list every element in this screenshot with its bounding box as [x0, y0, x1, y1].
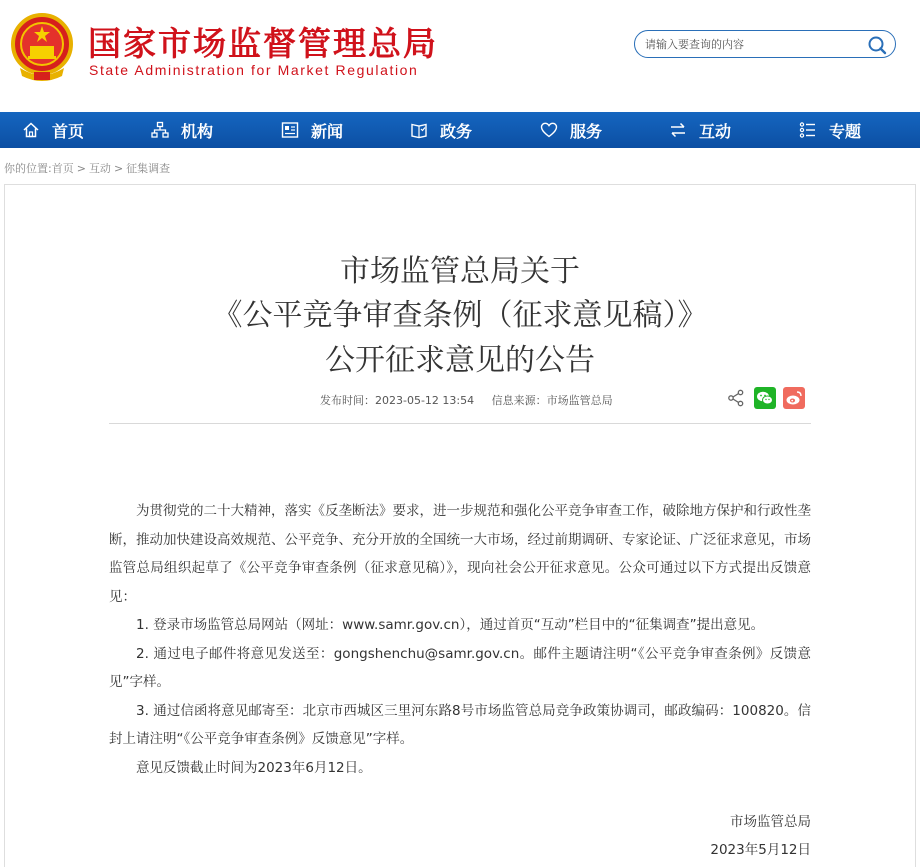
breadcrumb-prefix: 你的位置: — [4, 162, 52, 175]
site-header — [0, 0, 920, 112]
nav-label: 互动 — [699, 121, 732, 141]
info-source: 信息来源：市场监管总局 — [491, 394, 613, 407]
article-item-2: 2. 通过电子邮件将意见发送至：gongshenchu@samr.gov.cn。邮件主题请注明“《公平竞争审查条例》反馈意见”字样。 — [109, 645, 811, 690]
home-icon — [22, 121, 40, 139]
breadcrumb-survey[interactable]: 征集调查 — [126, 162, 171, 175]
exchange-icon — [669, 121, 687, 139]
main-nav — [0, 112, 920, 148]
nav-item-affairs[interactable] — [410, 112, 472, 148]
national-emblem-icon[interactable] — [10, 12, 74, 84]
book-icon — [410, 121, 428, 139]
article-item-1: 1. 登录市场监管总局网站（网址：www.samr.gov.cn），通过首页“互动”栏目中的“征集调查”提出意见。 — [136, 617, 765, 633]
article-body — [109, 497, 811, 782]
breadcrumb-interaction[interactable]: 互动 — [88, 162, 111, 175]
list-icon — [799, 121, 817, 139]
breadcrumb-separator: > — [113, 162, 124, 175]
nav-label: 专题 — [829, 121, 862, 141]
nav-label: 首页 — [52, 121, 85, 141]
site-name-cn[interactable]: 国家市场监督管理总局 — [88, 24, 438, 63]
breadcrumb — [4, 160, 170, 176]
nav-item-interaction[interactable] — [669, 112, 731, 148]
breadcrumb-home[interactable]: 首页 — [51, 162, 74, 175]
breadcrumb-separator: > — [76, 162, 86, 175]
search-input[interactable] — [645, 35, 855, 53]
wechat-icon — [754, 387, 776, 409]
nav-item-org[interactable] — [151, 112, 213, 148]
nav-item-topics[interactable] — [799, 112, 861, 148]
nav-item-news[interactable] — [281, 112, 343, 148]
nav-item-service[interactable] — [540, 112, 602, 148]
nav-label: 新闻 — [311, 121, 344, 141]
nav-label: 服务 — [570, 121, 603, 141]
title-divider — [109, 423, 811, 424]
share-icon[interactable] — [727, 389, 745, 407]
article-meta — [320, 392, 613, 408]
signature-date: 2023年5月12日 — [710, 842, 811, 858]
nav-item-home[interactable] — [22, 112, 84, 148]
signature-org: 市场监管总局 — [730, 814, 811, 830]
nav-label: 机构 — [181, 121, 214, 141]
org-chart-icon — [151, 121, 169, 139]
wechat-share-icon[interactable] — [754, 387, 776, 409]
search-icon[interactable] — [867, 35, 887, 55]
newspaper-icon — [281, 121, 299, 139]
article-deadline: 意见反馈截止时间为2023年6月12日。 — [136, 759, 372, 776]
site-name-en: State Administration for Market Regulation — [89, 62, 419, 78]
article-title-line-3: 公开征求意见的公告 — [325, 343, 595, 378]
article-paragraph-intro: 为贯彻党的二十大精神，落实《反垄断法》要求，进一步规范和强化公平竞争审查工作，破除地方保护和行政性垄断，推动加快建设高效规范、公平竞争、充分开放的全国统一大市场，经过前期调研、专家论证、广泛征求意见，市场监管总局组织起草了《公平竞争审查条例（征求意见稿）》，现向社会公开征求意见。公众可通过以下方式提出反馈意见： — [109, 503, 811, 605]
nav-label: 政务 — [440, 121, 473, 141]
weibo-share-icon[interactable] — [783, 387, 805, 409]
article-title-line-1: 市场监管总局关于 — [340, 254, 580, 289]
weibo-icon — [783, 387, 805, 409]
article-title-line-2: 《公平竞争审查条例（征求意见稿）》 — [212, 298, 708, 333]
heart-icon — [540, 121, 558, 139]
publish-time: 发布时间：2023-05-12 13:54 — [320, 394, 475, 407]
search-box — [634, 30, 896, 58]
article-item-3: 3. 通过信函将意见邮寄至：北京市西城区三里河东路8号市场监管总局竞争政策协调司，邮政编码：100820。信封上请注明“《公平竞争审查条例》反馈意见”字样。 — [109, 702, 811, 747]
